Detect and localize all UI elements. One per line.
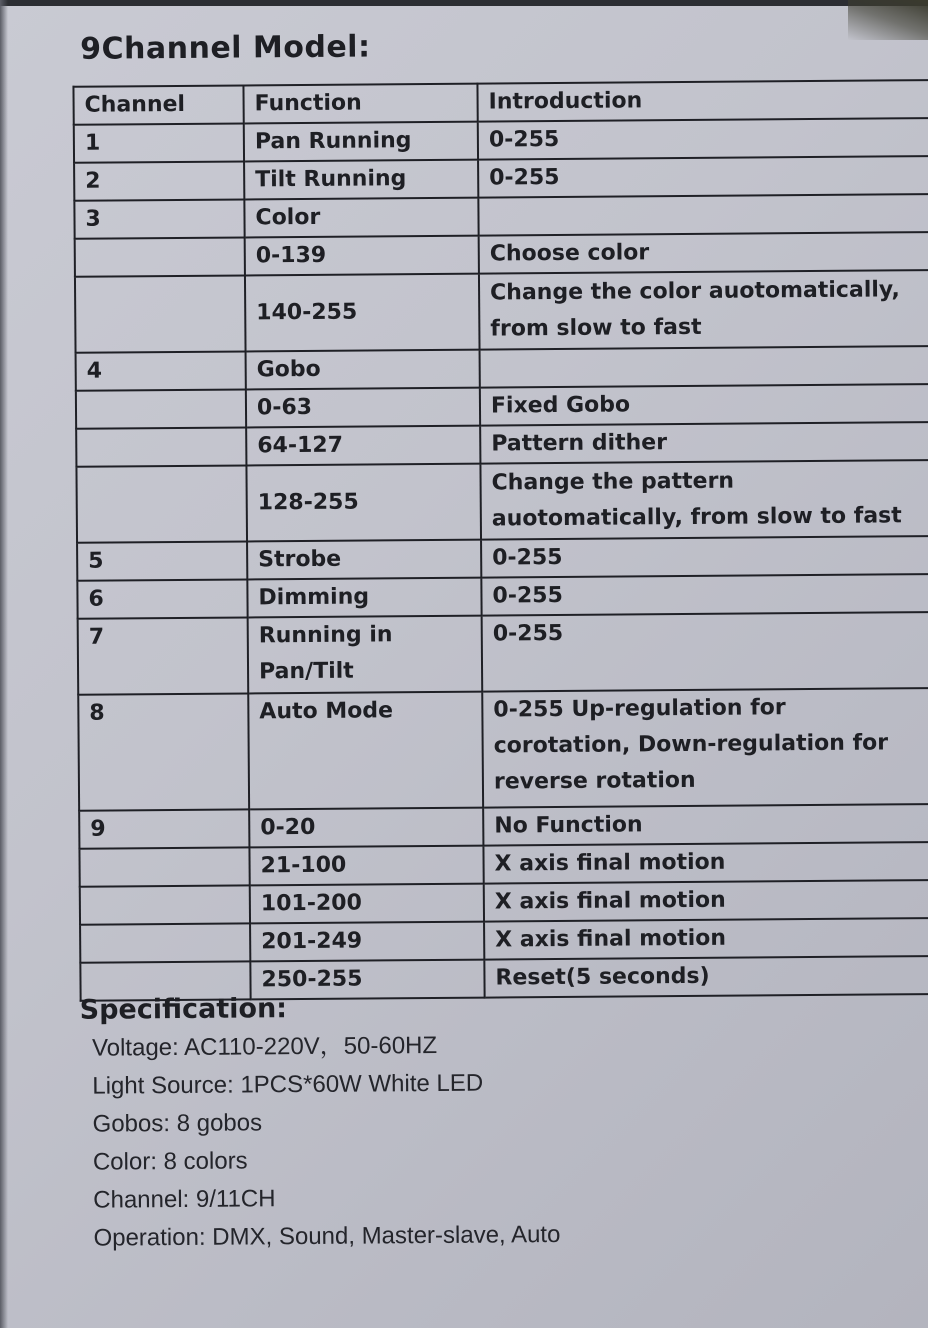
function-cell: 0-63	[246, 388, 480, 428]
intro-cell: Change the color auotomatically, from slow to fast	[479, 270, 928, 350]
spec-operation: Operation: DMX, Sound, Master-slave, Auto	[93, 1221, 561, 1252]
table-row	[74, 156, 928, 201]
intro-cell: Pattern dither	[480, 422, 928, 464]
page-title: 9Channel Model:	[80, 29, 371, 67]
header-introduction: Introduction	[477, 80, 928, 122]
table-row	[80, 880, 928, 925]
intro-cell: Change the pattern auotomatically, from slow to fast	[480, 460, 928, 540]
function-cell: 0-139	[245, 236, 479, 276]
function-cell: Dimming	[247, 578, 481, 618]
spec-gobos: Gobos: 8 gobos	[92, 1109, 263, 1138]
intro-cell: 0-255 Up-regulation for corotation, Down-regulation for reverse rotation	[482, 688, 928, 808]
spec-color: Color: 8 colors	[92, 1147, 248, 1176]
intro-cell: 0-255	[478, 118, 928, 160]
table-header-row	[73, 80, 928, 125]
channel-cell	[76, 389, 246, 428]
function-cell: Tilt Running	[244, 160, 478, 200]
table-row	[74, 194, 928, 239]
spec-voltage: Voltage: AC110-220V，50-60HZ	[91, 1031, 438, 1062]
intro-cell: X axis final motion	[484, 918, 928, 960]
channel-table	[72, 79, 928, 1002]
intro-cell	[478, 194, 928, 236]
table-row	[77, 574, 928, 619]
channel-cell: 6	[77, 579, 247, 618]
function-cell: Color	[244, 198, 478, 238]
table-row	[76, 460, 928, 543]
intro-cell: 0-255	[481, 536, 928, 578]
table-row	[79, 804, 928, 849]
channel-cell	[76, 427, 246, 466]
channel-cell: 7	[78, 617, 249, 694]
table-row	[80, 918, 928, 963]
function-cell: 21-100	[249, 846, 483, 886]
specification-heading: Specification:	[79, 993, 288, 1026]
table-row	[78, 688, 928, 811]
channel-cell: 1	[74, 123, 244, 162]
specification-section	[80, 985, 918, 1258]
function-cell: 101-200	[250, 884, 484, 924]
table-row	[74, 118, 928, 163]
intro-cell: X axis final motion	[484, 880, 928, 922]
intro-cell: Reset(5 seconds)	[484, 956, 928, 998]
table-row	[77, 536, 928, 581]
function-cell: Pan Running	[244, 122, 478, 162]
channel-cell: 5	[77, 541, 247, 580]
channel-cell	[80, 923, 250, 962]
intro-cell: Choose color	[479, 232, 928, 274]
channel-cell: 9	[79, 809, 249, 848]
photo-edge-left	[0, 0, 8, 1328]
function-cell: 250-255	[250, 960, 484, 1000]
channel-cell	[76, 465, 247, 542]
table-row	[76, 384, 928, 429]
function-cell: Running in Pan/Tilt	[248, 616, 483, 694]
channel-cell	[80, 885, 250, 924]
function-cell: 201-249	[250, 922, 484, 962]
header-channel: Channel	[73, 85, 243, 124]
spec-light-source: Light Source: 1PCS*60W White LED	[92, 1069, 484, 1100]
intro-cell: Fixed Gobo	[480, 384, 928, 426]
table-row	[78, 612, 928, 695]
table-row	[75, 270, 928, 353]
channel-cell	[75, 237, 245, 276]
function-cell: Strobe	[247, 540, 481, 580]
intro-cell: X axis final motion	[483, 842, 928, 884]
table-row	[75, 232, 928, 277]
table-row	[76, 422, 928, 467]
photo-edge-top	[0, 0, 928, 6]
intro-cell: 0-255	[482, 612, 928, 692]
function-cell: 0-20	[249, 808, 483, 848]
intro-cell: 0-255	[478, 156, 928, 198]
function-cell: Gobo	[246, 350, 480, 390]
table-row	[76, 346, 928, 391]
function-cell: 140-255	[245, 274, 480, 352]
intro-cell	[480, 346, 928, 388]
header-function: Function	[243, 84, 477, 124]
channel-cell: 8	[78, 693, 249, 810]
channel-cell: 3	[74, 199, 244, 238]
spec-channel: Channel: 9/11CH	[93, 1185, 276, 1214]
table-row	[79, 842, 928, 887]
document-content	[48, 21, 918, 1258]
channel-cell: 4	[76, 351, 246, 390]
intro-cell: No Function	[483, 804, 928, 846]
function-cell: 64-127	[246, 426, 480, 466]
channel-cell: 2	[74, 161, 244, 200]
intro-cell: 0-255	[481, 574, 928, 616]
channel-cell	[75, 275, 246, 352]
channel-cell	[79, 847, 249, 886]
function-cell: 128-255	[246, 464, 481, 542]
function-cell: Auto Mode	[248, 692, 483, 810]
